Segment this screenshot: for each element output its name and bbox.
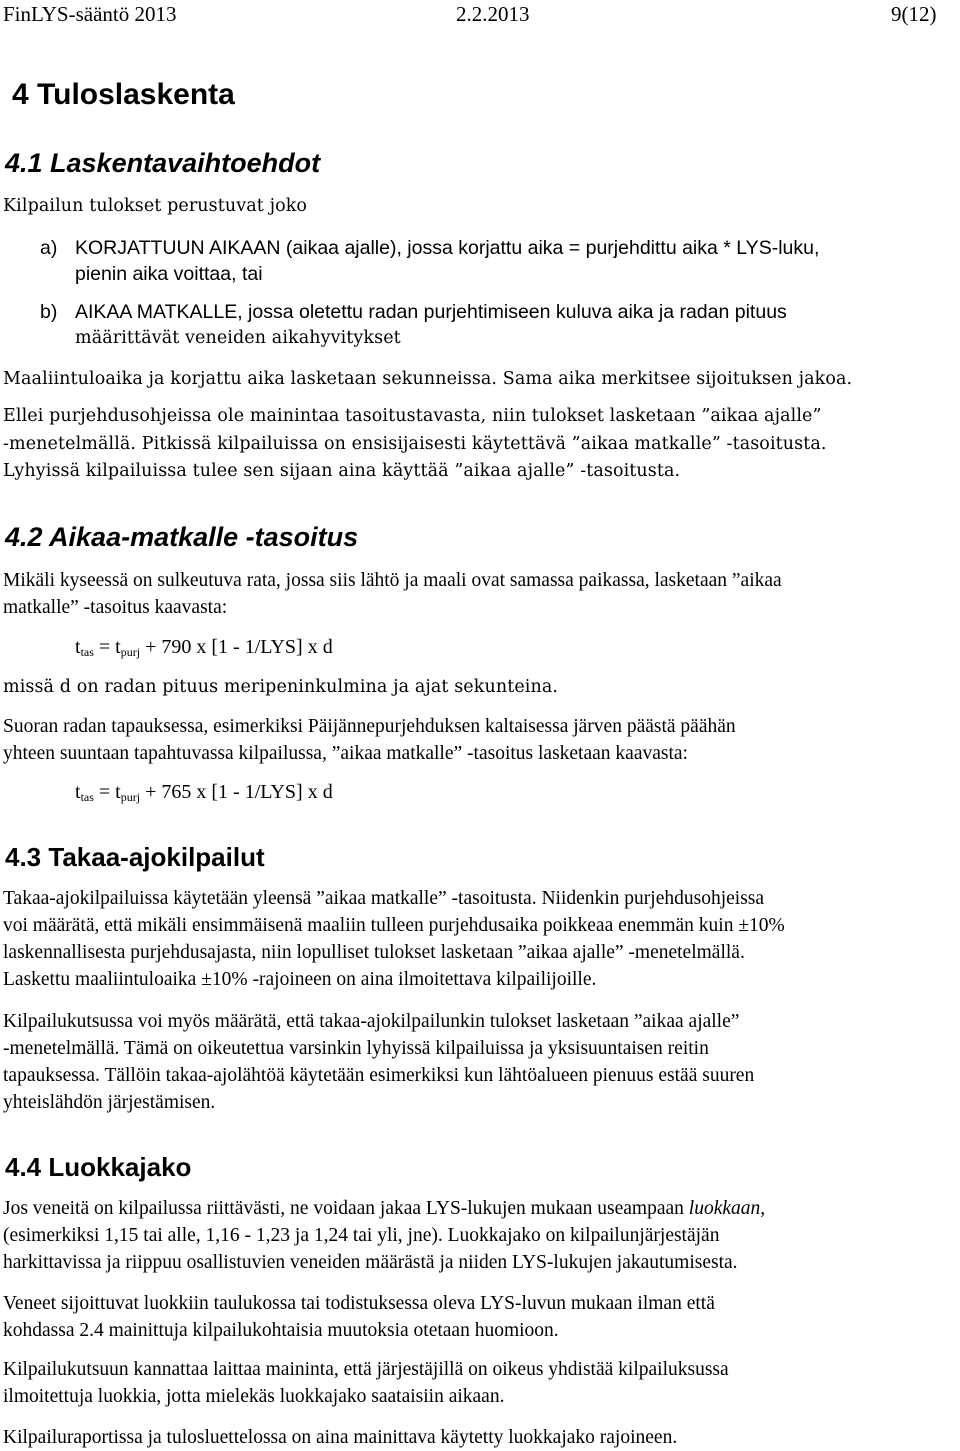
section-4-4-para1-line2: (esimerkiksi 1,15 tai alle, 1,16 - 1,23 ja 1,24 tai yli, jne). Luokkajako on kilpailunjärjestäjän — [3, 1225, 720, 1246]
section-4-1-para1: Maaliintuloaika ja korjattu aika lasketaan sekunneissa. Sama aika merkitsee sijoituksen jakoa. — [3, 369, 853, 389]
section-4-4-para3-line2: ilmoitettuja luokkia, jotta mielekäs luokkajako saataisiin aikaan. — [3, 1386, 505, 1407]
formula-straight-course: $t_{tas} = t_{purj} + 765$ x [1 - 1/LYS] x d — [75, 781, 333, 804]
formula-closed-course: $t_{tas} = t_{purj} + 790$ x [1 - 1/LYS] x d — [75, 636, 333, 659]
section-4-4-para1-line1: Jos veneitä on kilpailussa riittävästi, ne voidaan jakaa LYS-lukujen mukaan useampaan luokkaan, — [3, 1198, 766, 1219]
section-4-3-para1-line2: voi määrätä, että mikäli ensimmäisenä maaliin tulleen purjehdusaika poikkeaa enemmän kuin ±10% — [3, 915, 785, 936]
section-4-4-para2-line1: Veneet sijoittuvat luokkiin taulukossa tai todistuksessa oleva LYS-luvun mukaan ilman että — [3, 1293, 715, 1314]
list-item-b-line2: määrittävät veneiden aikahyvitykset — [75, 328, 401, 348]
section-4-3-title: 4.3 Takaa-ajokilpailut — [5, 842, 265, 872]
section-4-4-title: 4.4 Luokkajako — [5, 1152, 192, 1182]
section-4-1-title: 4.1 Laskentavaihtoehdot — [5, 148, 321, 178]
section-4-3-para2-line1: Kilpailukutsussa voi myös määrätä, että takaa-ajokilpailunkin tulokset lasketaan ”aikaa ajalle” — [3, 1011, 740, 1032]
section-4-1-para2-line2: -menetelmällä. Pitkissä kilpailuissa on ensisijaisesti käytettävä ”aikaa matkalle” -tasoitusta. — [3, 434, 827, 454]
header-doc-title: FinLYS-sääntö 2013 — [3, 2, 177, 26]
section-4-3-para1-line4: Laskettu maaliintuloaika ±10% -rajoineen on aina ilmoitettava kilpailijoille. — [3, 969, 597, 990]
section-4-1-para2-line3: Lyhyissä kilpailuissa tulee sen sijaan aina käyttää ”aikaa ajalle” -tasoitusta. — [3, 461, 681, 481]
header-page-number: 9(12) — [891, 2, 937, 26]
list-marker-a: a) — [40, 237, 58, 259]
section-4-4-para2-line2: kohdassa 2.4 mainittuja kilpailukohtaisia muutoksia otetaan huomioon. — [3, 1320, 559, 1341]
list-item-b-line1: AIKAA MATKALLE, jossa oletettu radan purjehtimiseen kuluva aika ja radan pituus — [75, 301, 787, 323]
section-4-4-para3-line1: Kilpailukutsuun kannattaa laittaa maininta, että järjestäjillä on oikeus yhdistää kilpailuksussa — [3, 1359, 729, 1380]
section-4-3-para2-line3: tapauksessa. Tällöin takaa-ajolähtöä käytetään esimerkiksi kun lähtöalueen pienuus estää suuren — [3, 1065, 755, 1086]
list-item-a-line2: pienin aika voittaa, tai — [75, 263, 263, 285]
section-4-2-para3-line1: Suoran radan tapauksessa, esimerkiksi Päijännepurjehduksen kaltaisessa järven päästä päähän — [3, 716, 736, 737]
section-4-1-para2-line1: Ellei purjehdusohjeissa ole mainintaa tasoitustavasta, niin tulokset lasketaan ”aikaa ajalle” — [3, 406, 822, 426]
section-4-4-para1-line3: harkittavissa ja riippuu osallistuvien veneiden määrästä ja niiden LYS-lukujen jakautumisesta. — [3, 1252, 738, 1273]
section-4-3-para1-line1: Takaa-ajokilpailuissa käytetään yleensä ”aikaa matkalle” -tasoitusta. Niidenkin purjehdusohjeissa — [3, 888, 765, 909]
section-4-2-title: 4.2 Aikaa-matkalle -tasoitus — [5, 522, 359, 552]
section-4-2-para1-line1: Mikäli kyseessä on sulkeutuva rata, jossa siis lähtö ja maali ovat samassa paikassa, lasketaan ”aikaa — [3, 570, 782, 591]
chapter-title: 4 Tuloslaskenta — [12, 78, 235, 111]
section-4-3-para2-line4: yhteislähdön järjestämisen. — [3, 1092, 216, 1113]
list-marker-b: b) — [40, 301, 58, 323]
section-4-3-para2-line2: -menetelmällä. Tämä on oikeutettua varsinkin lyhyissä kilpailuissa ja yksisuuntaisen reitin — [3, 1038, 709, 1059]
header-date: 2.2.2013 — [456, 2, 530, 26]
section-4-2-para2: missä d on radan pituus meripeninkulmina ja ajat sekunteina. — [3, 677, 559, 697]
section-4-2-para1-line2: matkalle” -tasoitus kaavasta: — [3, 597, 228, 618]
section-4-2-para3-line2: yhteen suuntaan tapahtuvassa kilpailussa, ”aikaa matkalle” -tasoitus lasketaan kaavasta: — [3, 743, 688, 764]
list-item-a-line1: KORJATTUUN AIKAAN (aikaa ajalle), jossa korjattu aika = purjehdittu aika * LYS-luku, — [75, 237, 820, 259]
section-4-3-para1-line3: laskennallisesta purjehdusajasta, niin lopulliset tulokset lasketaan ”aikaa ajalle” -menetelmällä. — [3, 942, 745, 963]
section-4-4-para4: Kilpailuraportissa ja tulosluettelossa on aina mainittava käytetty luokkajako rajoineen. — [3, 1427, 678, 1448]
section-4-1-intro: Kilpailun tulokset perustuvat joko — [3, 196, 308, 216]
